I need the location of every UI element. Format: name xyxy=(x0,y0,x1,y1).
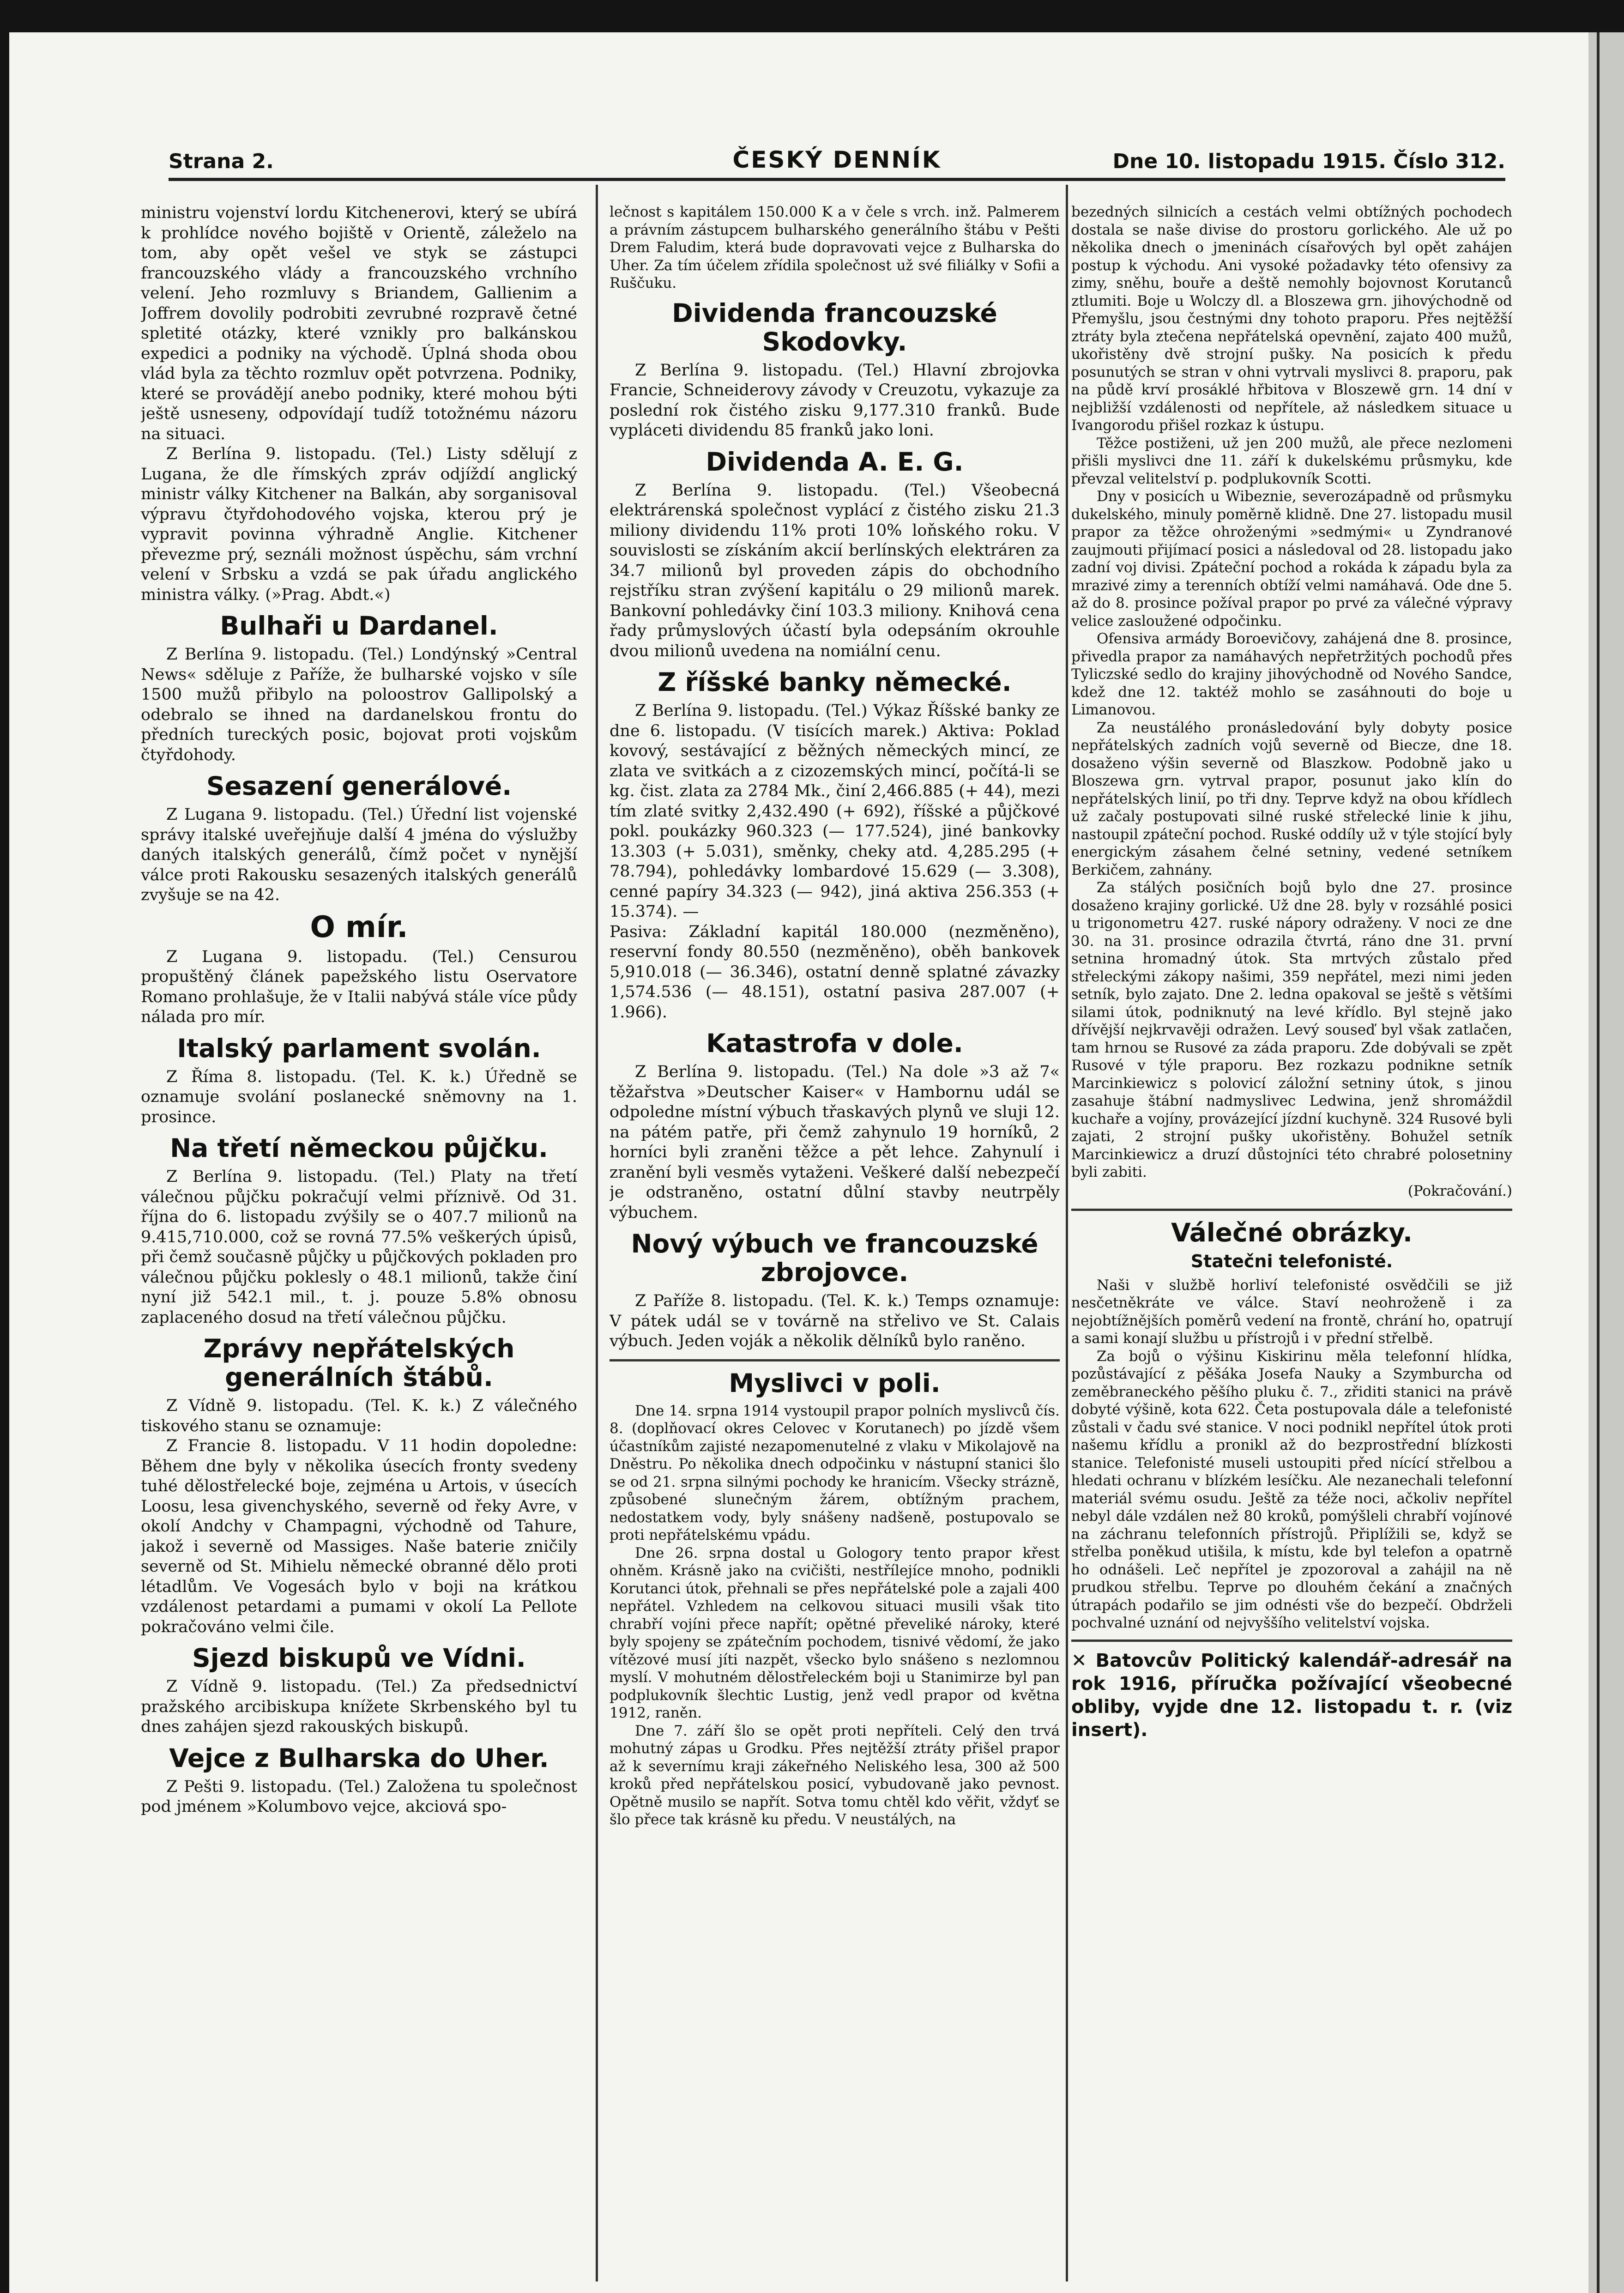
article-text: Z Berlína 9. listopadu. (Tel.) Všeobecná elektrárenská společnost vyplácí z čistého zisku 21.3 miliony dividendu 11% proti 10% loňského roku. V souvislosti se získáním akcií berlínských elektráren za 34.7 milionů byl proveden zápis do obchodního rejstříku stran zvýšení kapitálu o 29 milionů marek. Bankovní pohledávky činí 103.3 miliony. Knihová cena řady průmyslových účastí byla odepsáním okrouhle dvou milionů uvedena na nomiální cenu. xyxy=(610,481,1060,660)
article-headline: Myslivci v poli. xyxy=(729,1368,941,1398)
article-text: Z Berlína 9. listopadu. (Tel.) Listy sdělují z Lugana, že dle římských zpráv odjíždí anglický ministr války Kitchener na Balkán, aby sorganisoval výpravu čtyřdohodového vojska, kterou prý je vypravit povinna výhradně Anglie. Kitchener převezme prý, seználi možnost úspěchu, sám vrchní velení v Srbsku a vzdá se pak úřadu anglického ministra války. (»Prag. Abdt.«) xyxy=(141,445,577,604)
section-divider xyxy=(1071,1640,1512,1642)
column-1 xyxy=(141,203,577,2286)
page-edge xyxy=(1588,32,1624,2293)
masthead-title: ČESKÝ DENNÍK xyxy=(732,146,942,173)
advertisement-notice xyxy=(1071,1649,1512,1742)
article-headline: Sesazení generálové. xyxy=(206,771,512,801)
article-headline: Dividenda A. E. G. xyxy=(706,447,964,477)
article-text: Z Vídně 9. listopadu. (Tel.) Za předsednictví pražského arcibiskupa knížete Skrbenského byl tu dnes zahájen sjezd rakouských biskupů. xyxy=(141,1677,577,1736)
article-text: Naši v službě horliví telefonisté osvědčili se již nesčetněkráte ve válce. Staví neohroženě i za nejobtížnějších poměrů vedení na frontě, chrání ho, opatrují a sami konají službu u přístrojů i v přední střelbě. xyxy=(1071,1277,1512,1347)
article-text: Dne 14. srpna 1914 vystoupil prapor polních myslivců čís. 8. (doplňovací okres Celovec v Korutanech) po jízdě všem účastníkům zajisté nezapomenutelné z vlaku v Mikolajově na Dněstru. Po několika dnech odpočinku v nástupní stanici šlo se od 21. srpna silnými pochody ke hranicím. Všecky strázně, způsobené slunečným žárem, obtížným prachem, nedostatkem vody, byly snášeny nadšeně, postupovalo se proti nepřátelskému vpádu. xyxy=(610,1402,1060,1543)
page-header xyxy=(169,118,1505,181)
article-subheadline: Statečni telefonisté. xyxy=(1190,1251,1393,1271)
article-text: Z Lugana 9. listopadu. (Tel.) Úřední list vojenské správy italské uveřejňuje další 4 jména do výslužby daných italských generálů, čímž počet v nynější válce proti Rakousku sesazených italských generálů zvyšuje se na 42. xyxy=(141,805,577,904)
article-headline: Italský parlament svolán. xyxy=(177,1033,541,1063)
article-text: Za neustálého pronásledování byly dobyty posice nepřátelských zadních vojů severně od Biecze, dne 18. dosaženo výšin severně od Blaszkow. Podobně jako u Bloszewa grn. vytrval prapor, posunut jako klín do nepřátelských linií, po tři dny. Teprve když na obou křídlech už začaly postupovati silné ruské střelecké linie k jihu, nastoupil zpáteční pochod. Ruské oddíly už v týle stojící byly energickým zásahem čelné setniny, vedené setníkem Berkičem, zahnány. xyxy=(1071,719,1512,878)
article-headline: Válečné obrázky. xyxy=(1171,1218,1413,1247)
notice-text: Batovcův Politický kalendář-adresář na rok 1916, příručka požívající všeobecné obliby, vyjde dne 12. listopadu t. r. (viz insert). xyxy=(1071,1650,1512,1741)
article-text: bezedných silnicích a cestách velmi obtížných pochodech dostala se naše divise do prostoru gorlického. Ale už po několika dnech o jmeninách císařových byl opět zahájen postup k východu. Ani vysoké požadavky této ofensivy za zimy, sněhu, bouře a deště nemohly bojovnost Korutanců ztlumiti. Boje u Wolczy dl. a Bloszewa grn. jihovýchodně od Přemyšlu, jsou čestnými dny tohoto praporu. Přes nejtěžší ztráty byla ztečena nepřátelská opevnění, zajato 400 mužů, ukořistěny dvě strojní pušky. Na posicích k předu posunutých se stran v ohni vytrvali myslivci 8. praporu, pak na půdě krví prosáklé hřbitova v Bloszewě grn. 14 dní v nejbližší vzdálenosti od nepřítele, až následkem situace u Ivangorodu přišel rozkaz k ústupu. xyxy=(1071,204,1512,434)
article-text: Ofensiva armády Boroevičovy, zahájená dne 8. prosince, přivedla prapor za namáhavých nepřetržitých pochodů přes Tyliczské sedlo do krajiny jihovýchodně od Nového Sandce, kdež dne 12. taktéž mohlo se zasáhnouti do boje u Limanovou. xyxy=(1071,630,1512,718)
article-headline: Na třetí německou půjčku. xyxy=(170,1133,548,1163)
article-text: Z Pešti 9. listopadu. (Tel.) Založena tu společnost pod jménem »Kolumbovo vejce, akciová spo- xyxy=(141,1777,577,1816)
article-headline: Vejce z Bulharska do Uher. xyxy=(169,1743,549,1773)
article-headline: Katastrofa v dole. xyxy=(706,1029,963,1058)
article-headline: Bulhaři u Dardanel. xyxy=(220,611,498,641)
newspaper-page xyxy=(9,32,1588,2293)
article-text: Z Berlína 9. listopadu. (Tel.) Platy na třetí válečnou půjčku pokračují velmi příznivě. Od 31. října do 6. listopadu zvýšily se o 407.7 milionů na 9.415,710.000, což se rovná 77.5% veškerých úpisů, při čemž současně půjčky u půjčkových pokladen pro válečnou půjčku poklesly o 48.1 milionů, takže činí nyní již 542.1 mil., t. j. pouze 5.8% obnosu zaplaceného dosud na třetí válečnou půjčku. xyxy=(141,1168,577,1327)
page-number: Strana 2. xyxy=(169,150,274,173)
article-text: lečnost s kapitálem 150.000 K a v čele s vrch. inž. Palmerem a právním zástupcem bulharského generálního štábu v Pešti Drem Faludim, která bude dopravovati vejce z Bulharska do Uher. Za tím účelem zřídila společnost už své filiálky v Sofii a Ruščuku. xyxy=(610,204,1060,291)
article-headline: Dividenda francouzské Skodovky. xyxy=(672,298,997,357)
article-text: Z Berlína 9. listopadu. (Tel.) Na dole »3 až 7« těžařstva »Deutscher Kaiser« v Hambornu udál se odpoledne místní výbuch třaskavých plynů ve sluji 12. na pátém patře, při čemž zahynulo 19 horníků, 2 horníci byli zraněni těžce a pět lehce. Zahynulí i zranění byli vesměs vytaženi. Veškeré další nebezpečí je odstraněno, ostatní důlní stavby neutrpěly výbuchem. xyxy=(610,1063,1060,1222)
article-headline: Nový výbuch ve francouzské zbrojovce. xyxy=(631,1229,1038,1287)
article-text: Z Říma 8. listopadu. (Tel. K. k.) Úředně se oznamuje svolání poslanecké sněmovny na 1. prosince. xyxy=(141,1067,577,1126)
article-headline: Sjezd biskupů ve Vídni. xyxy=(192,1643,526,1673)
article-text: Z Lugana 9. listopadu. (Tel.) Censurou propuštěný článek papežského listu Oservatore Romano prohlašuje, že v Italii nabývá stále více půdy nálada pro mír. xyxy=(141,947,577,1026)
article-headline: Z říšské banky německé. xyxy=(658,667,1012,697)
article-text: Za stálých posičních bojů bylo dne 27. prosince dosaženo krajiny gorlické. Už dne 28. byly v rozsáhlé posici u trigonometru 427. ruské nápory odraženy. V noci ze dne 30. na 31. prosince odrazila čtvrtá, ráno dne 31. první setnina hromadný útok. Sta mrtvých zůstalo před střeleckými zákopy našimi, 359 nepřátel, mezi nimi jeden setník, bylo zajato. Dne 2. ledna opakoval se ještě s většími silami útok, podniknutý na levé křídlo. Byl stejně jako dřívější nejkrvavěji odražen. Levý souseď byl však zatlačen, tam hrnou se Rusové za záda praporu. Zde dobývali se zpět Rusové v týle praporu. Bez rozkazu podnikne setník Marcinkiewicz s polovicí záložní setniny útok, s jinou zasahuje štábní nadmyslivec Ledwina, jenž shromáždil kuchaře a vojíny, provázející jízdní kuchyně. 324 Rusové byli zajati, 2 strojní pušky ukořistěny. Bohužel setník Marcinkiewicz a druzí důstojníci této chrabré polosetniny byli zabiti. xyxy=(1071,879,1512,1180)
column-rule xyxy=(596,185,598,2281)
article-text: Z Berlína 9. listopadu. (Tel.) Hlavní zbrojovka Francie, Schneiderovy závody v Creuzotu, vykazuje za poslední rok čistého zisku 9,177.310 franků. Bude vypláceti dividendu 85 franků jako loni. xyxy=(610,361,1060,440)
article-headline: Zprávy nepřátelských generálních štábů. xyxy=(203,1334,515,1392)
column-rule xyxy=(1066,185,1068,2281)
article-text: ministru vojenství lordu Kitchenerovi, který se ubírá k prohlídce nového bojiště v Orientě, záleželo na tom, aby opět vešel ve styk se zástupci francouzského vlády a francouzského vrchního velení. Jeho rozmluvy s Briandem, Gallienim a Joffrem dovolily podrobiti zevrubné rozpravě četné spletité otázky, které vznikly pro balkánskou expedici a podniky na východě. Úplná shoda obou vlád byla za těchto rozmluv opět potvrzena. Podniky, které se provádějí anebo podniky, které mohou býti ještě usneseny, odpovídají tudíž totožnému názoru na situaci. xyxy=(141,204,577,443)
issue-date: Dne 10. listopadu 1915. Číslo 312. xyxy=(1112,150,1505,173)
article-text: Dne 26. srpna dostal u Gologory tento prapor křest ohněm. Krásně jako na cvičišti, nestřílejíce mnoho, podnikli Korutanci útok, přehnali se přes nepřátelské pole a zajali 400 nepřátel. Vzhledem na celkovou situaci musili však tito chrabří vojíni přece napřít; opětné převeliké nároky, které byly spojeny se zpátečním pochodem, tisnivé vědomí, že jako vítězové musí jíti nazpět, všecko bylo snášeno s nezlomnou myslí. V mohutném dělostřeleckém boji u Stanimirze byl pan podplukovník šlechtic Lustig, jenž vedl prapor od května 1912, raněn. xyxy=(610,1544,1060,1721)
article-text: Z Francie 8. listopadu. V 11 hodin dopoledne: Během dne byly v několika úsecích fronty svedeny tuhé dělostřelecké boje, zejména u Artois, v úsecích Loosu, lesa givenchyského, severně od řeky Avre, v okolí Andchy v Champagni, východně od Tahure, jakož i severně od Massiges. Naše baterie zničily severně od St. Mihielu německé obranné dělo proti létadlům. Ve Vogesách bylo v boji na krátkou vzdálenost petardami a pumami v okolí La Pellote pokračováno velmi čile. xyxy=(141,1437,577,1636)
article-headline: O mír. xyxy=(310,910,408,944)
section-divider xyxy=(1071,1209,1512,1211)
column-3 xyxy=(1071,203,1512,2293)
article-text: Za bojů o výšinu Kiskirinu měla telefonní hlídka, pozůstávající z pěšáka Josefa Nauky a Szymburcha od zeměbraneckého pěšího pluku č. 7., zřiditi stanici na právě dobyté výšině, kota 622. Četa postupovala dále a telefonisté zůstali v čadu své stanice. V noci podnikl nepřítel útok proti našemu křídlu a pronikl až do bezprostřední blízkosti stanice. Telefonisté museli ustoupiti před nícící střelbou a hledati ochranu v blízkém lesíčku. Ale nezanechali telefonní materiál svému osudu. Ještě za téže noci, ačkoliv nepřítel nebyl dále vzdálen než 80 kroků, pomýšleli chrabří vojínové na záchranu telefonních přístrojů. Připlížili se, když se střelba poněkud utišila, k místu, kde byl telefon a opatrně ho odnášeli. Leč nepřítel je zpozoroval a zahájil na ně prudkou střelbu. Teprve po dlouhém čekání a značných útrapách podařilo se jim odnésti vše do bezpečí. Obdrželi pochvalné uznání od nejvyššího velitelství vojska. xyxy=(1071,1348,1512,1631)
continued-note: (Pokračování.) xyxy=(1407,1182,1512,1199)
article-text: Z Berlína 9. listopadu. (Tel.) Londýnský »Central News« sděluje z Paříže, že bulharské vojsko v síle 1500 mužů přibylo na poloostrov Gallipolský a odebralo se ihned na dardanelskou frontu do předních tureckých posic, bojovat proti vojskům čtyřdohody. xyxy=(141,645,577,764)
binding-line xyxy=(1597,32,1600,2293)
cross-mark-icon: ✕ xyxy=(1071,1650,1096,1671)
article-text: Dne 7. září šlo se opět proti nepříteli. Celý den trvá mohutný zápas u Grodku. Přes nejtěžší ztráty přišel prapor až k severnímu kraji zákeřného Neliského lesa, 300 až 500 kroků před nepřátelskou posicí, vybudovaně jako pevnost. Opětně musilo se napřít. Sotva tomu chtěl kdo věřit, vždyť se šlo přece tak krásně ku předu. V neustálých, na xyxy=(610,1722,1060,1828)
article-text: Z Paříže 8. listopadu. (Tel. K. k.) Temps oznamuje: V pátek udál se v továrně na střelivo ve St. Calais výbuch. Jeden voják a několik dělníků bylo raněno. xyxy=(610,1292,1060,1350)
section-divider xyxy=(610,1359,1060,1361)
article-text: Těžce postiženi, už jen 200 mužů, ale přece nezlomeni přišli myslivci dne 11. září k dukelskému průsmyku, kde převzal velitelství p. podplukovník Scotti. xyxy=(1071,435,1512,487)
article-text: Z Berlína 9. listopadu. (Tel.) Výkaz Říšské banky ze dne 6. listopadu. (V tisících marek.) Aktiva: Poklad kovový, sestávající z běžných německých mincí, ze zlata ve svitkách a z cizozemských mincí, počítá-li se kg. čist. zlata za 2784 Mk., činí 2,466.885 (+ 44), mezi tím zlaté svitky 2,432.490 (+ 692), říšské a půjčkové pokl. poukázky 960.323 (— 177.524), jiné bankovky 13.303 (+ 5.031), směnky, cheky atd. 4,285.295 (+ 78.794), pohledávky lombardové 15.629 (— 3.308), cenné papíry 34.323 (— 942), jiná aktiva 256.353 (+ 15.374). — xyxy=(610,702,1060,921)
article-text: Dny v posicích u Wibeznie, severozápadně od průsmyku dukelského, minuly poměrně klidně. Dne 27. listopadu musil prapor za těžce ohroženými »sedmými« u Zyndranové zaujmouti přijímací posici a následoval od 28. listopadu jako zadní voj divisi. Zpáteční pochod a rokáda k západu byla za mrazivé zimy a terenních obtíží velmi namáhavá. Ode dne 5. až do 8. prosince požíval prapor po prvé za válečné výpravy velice zasloužené odpočinku. xyxy=(1071,488,1512,629)
article-text: Z Vídně 9. listopadu. (Tel. K. k.) Z válečného tiskového stanu se oznamuje: xyxy=(141,1397,577,1435)
article-text: Pasiva: Základní kapitál 180.000 (nezměněno), reservní fondy 80.550 (nezměněno), oběh bankovek 5,910.018 (— 36.346), ostatní denně splatné závazky 1,574.536 (— 48.151), ostatní pasiva 287.007 (+ 1.966). xyxy=(610,922,1060,1022)
column-2 xyxy=(610,203,1060,2293)
